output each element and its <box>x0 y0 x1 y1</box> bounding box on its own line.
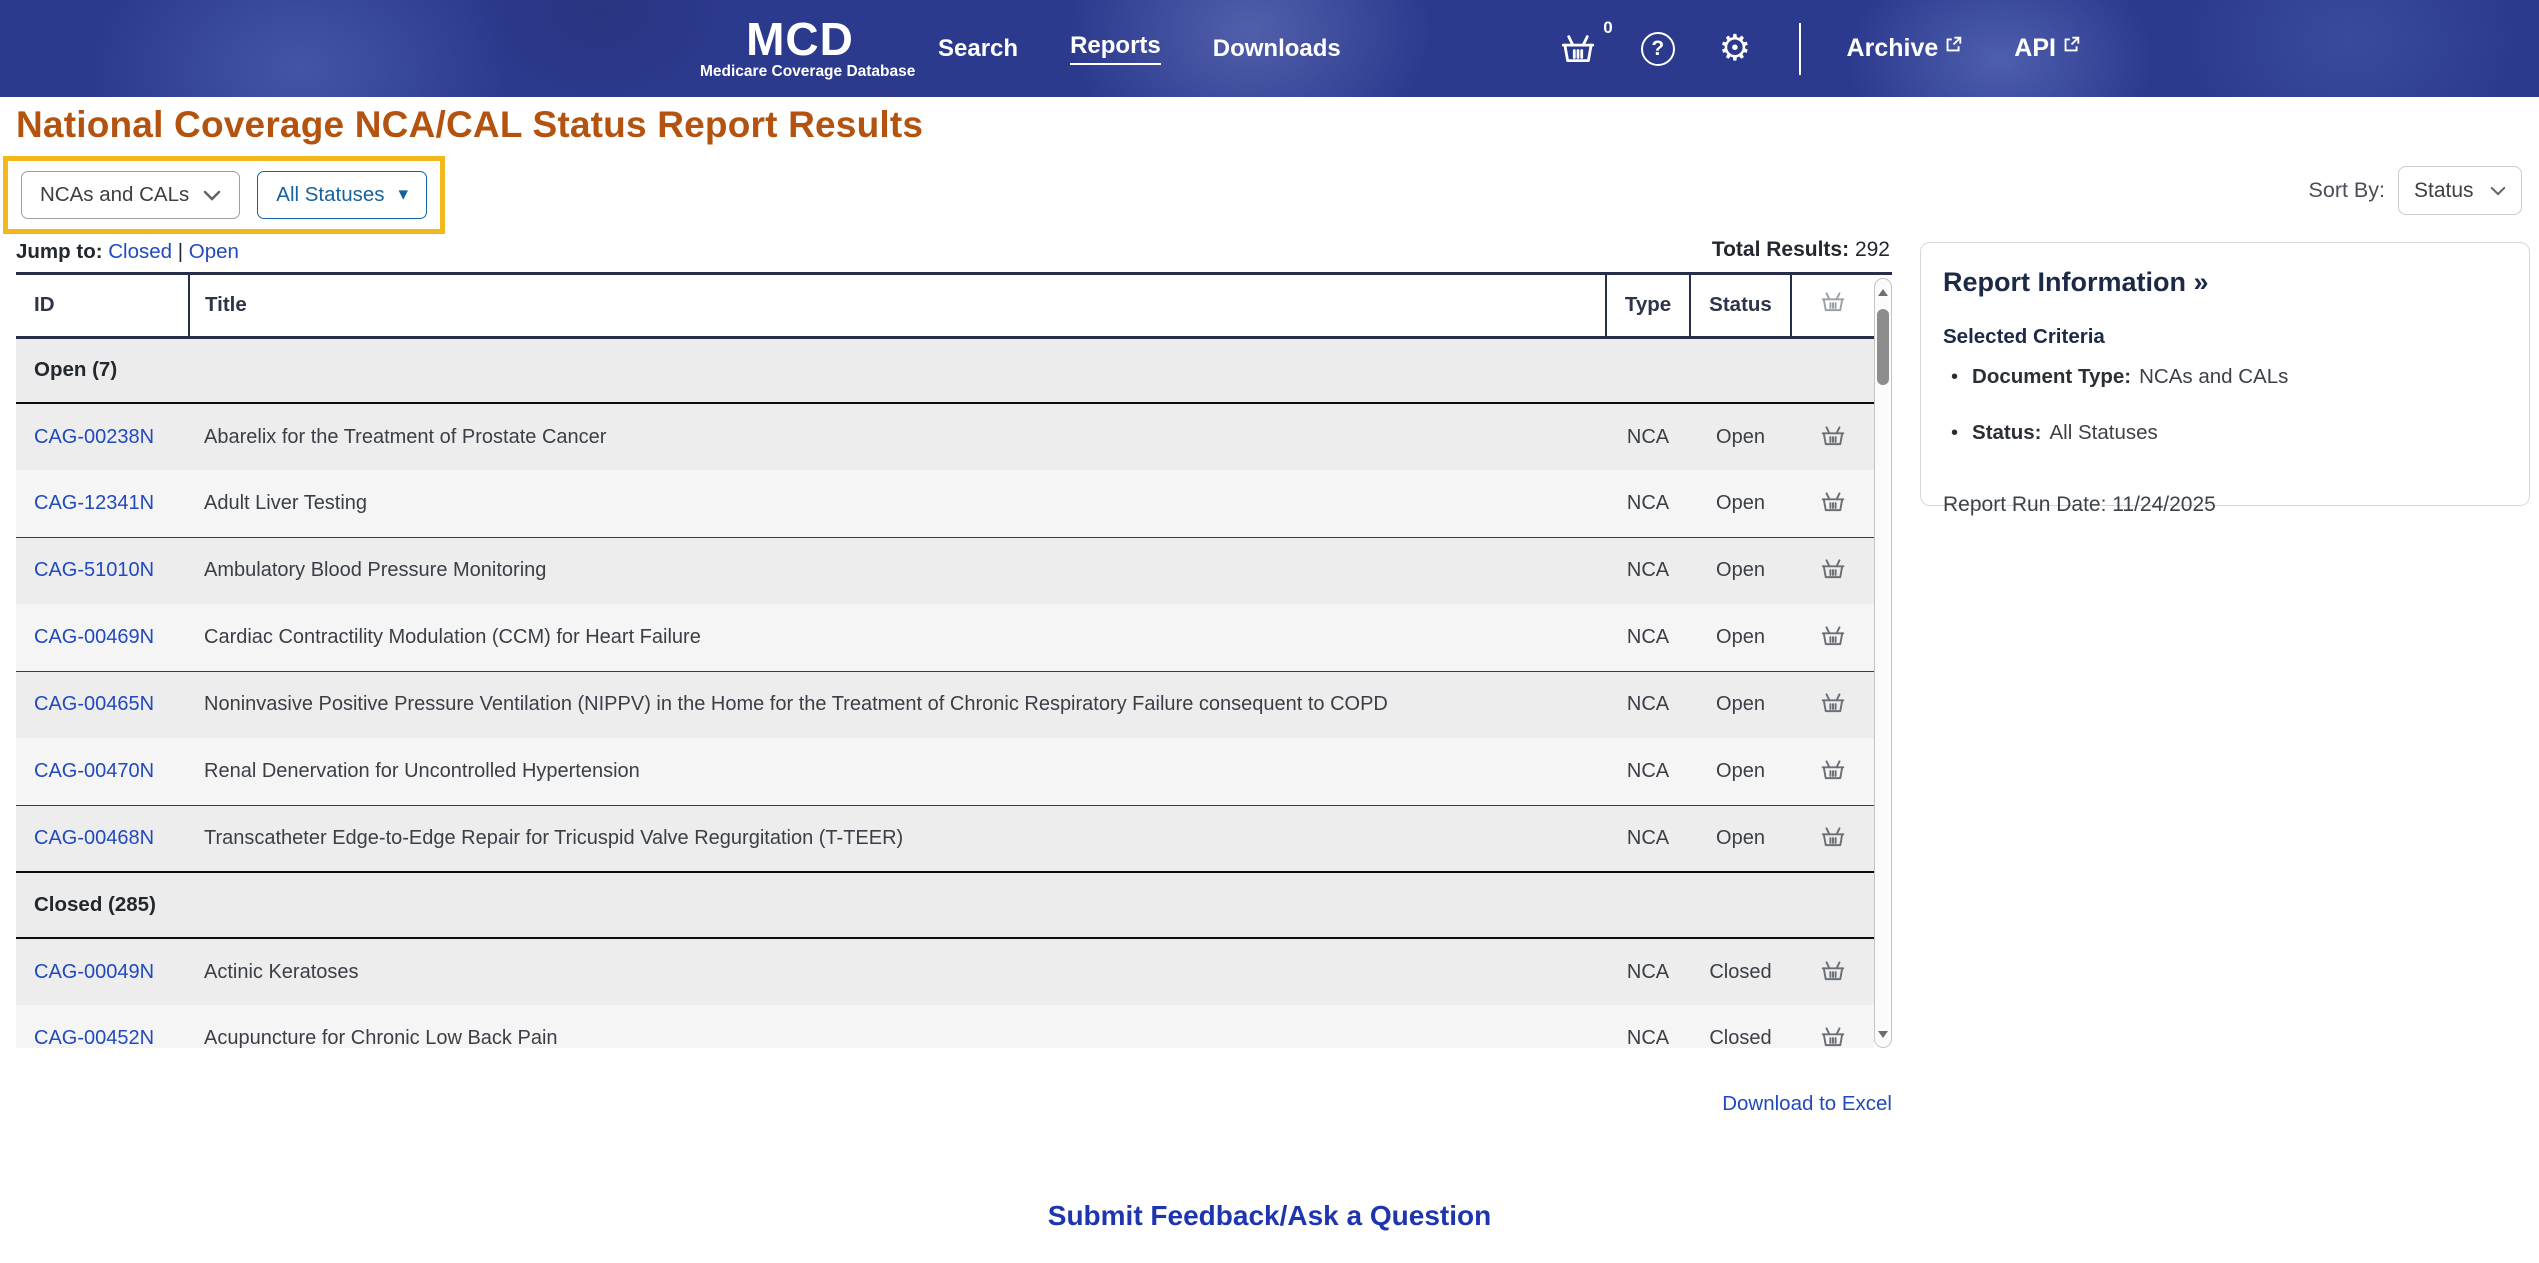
nav-search[interactable]: Search <box>938 34 1019 62</box>
report-information-heading[interactable]: Report Information » <box>1943 267 2209 297</box>
bullet-icon: • <box>1951 366 1959 388</box>
caret-down-icon: ▾ <box>398 184 409 205</box>
api-link[interactable]: API <box>2014 34 2080 63</box>
bullet-icon: • <box>1951 422 1959 444</box>
document-type: NCA <box>1606 805 1690 872</box>
add-to-basket-button[interactable] <box>1816 553 1850 588</box>
results-table-container <box>16 272 1892 1048</box>
column-header-basket <box>1791 275 1874 337</box>
document-status: Open <box>1690 805 1791 872</box>
scrollbar-thumb[interactable] <box>1877 309 1889 385</box>
section-header-row <box>16 872 1874 938</box>
header-divider <box>1799 23 1801 75</box>
document-type: NCA <box>1606 403 1690 470</box>
sort-by-select[interactable]: Status <box>2398 166 2522 215</box>
document-title: Cardiac Contractility Modulation (CCM) for Heart Failure <box>189 604 1606 671</box>
submit-feedback-link[interactable]: Submit Feedback/Ask a Question <box>1047 1200 1492 1231</box>
add-to-basket-button[interactable] <box>1816 687 1850 722</box>
document-id-link[interactable]: CAG-00452N <box>34 1027 155 1048</box>
document-status: Open <box>1690 537 1791 604</box>
add-to-basket-button[interactable] <box>1816 486 1850 521</box>
document-id-link[interactable]: CAG-00049N <box>34 960 155 983</box>
external-link-icon <box>1945 31 1962 60</box>
status-filter-dropdown[interactable]: All Statuses ▾ <box>257 171 427 219</box>
scrollbar-down-arrow[interactable] <box>1875 1023 1891 1045</box>
total-results-value: 292 <box>1854 238 1890 261</box>
add-to-basket-button[interactable] <box>1816 1021 1850 1048</box>
external-link-icon <box>2063 31 2080 60</box>
report-information-panel <box>1920 242 2530 516</box>
section-label: Closed (285) <box>16 872 1874 938</box>
document-id-link[interactable]: CAG-00238N <box>34 425 155 448</box>
document-title: Adult Liver Testing <box>189 470 1606 537</box>
chevron-down-icon <box>203 190 221 201</box>
settings-gear-icon[interactable]: ⚙ <box>1718 27 1752 69</box>
column-header-title[interactable]: Title <box>189 275 1606 337</box>
basket-icon <box>1820 290 1846 314</box>
chevron-down-icon <box>2490 186 2506 196</box>
column-header-status[interactable]: Status <box>1690 275 1791 337</box>
nav-reports[interactable]: Reports <box>1070 32 1161 65</box>
basket-count-badge: 0 <box>1603 17 1613 37</box>
document-status: Open <box>1690 403 1791 470</box>
logo-tagline: Medicare Coverage Database <box>700 62 916 80</box>
criteria-label: Status: <box>1972 421 2042 444</box>
basket-icon[interactable] <box>1559 17 1613 66</box>
document-type: NCA <box>1606 537 1690 604</box>
table-row <box>16 738 1874 805</box>
document-id-link[interactable]: CAG-00469N <box>34 625 155 648</box>
add-to-basket-button[interactable] <box>1816 955 1850 990</box>
document-title: Transcatheter Edge-to-Edge Repair for Tricuspid Valve Regurgitation (T-TEER) <box>189 805 1606 872</box>
page-title: National Coverage NCA/CAL Status Report Results <box>16 104 924 145</box>
document-title: Acupuncture for Chronic Low Back Pain <box>189 1005 1606 1048</box>
table-row <box>16 671 1874 738</box>
jump-to-row: Jump to: Closed | Open <box>16 240 239 263</box>
filter-highlight-box <box>3 156 445 234</box>
document-status: Open <box>1690 604 1791 671</box>
add-to-basket-button[interactable] <box>1816 754 1850 789</box>
add-to-basket-button[interactable] <box>1816 821 1850 856</box>
table-row <box>16 403 1874 470</box>
document-id-link[interactable]: CAG-00470N <box>34 759 155 782</box>
document-title: Renal Denervation for Uncontrolled Hypertension <box>189 738 1606 805</box>
table-scrollbar[interactable] <box>1874 278 1892 1048</box>
document-type: NCA <box>1606 1005 1690 1048</box>
add-to-basket-button[interactable] <box>1816 620 1850 655</box>
document-status: Open <box>1690 738 1791 805</box>
jump-to-closed-link[interactable]: Closed <box>108 240 173 263</box>
sort-by-label: Sort By: <box>2308 178 2385 202</box>
document-type: NCA <box>1606 938 1690 1005</box>
logo-text: MCD <box>746 12 854 65</box>
document-id-link[interactable]: CAG-12341N <box>34 491 155 514</box>
table-row <box>16 938 1874 1005</box>
document-id-link[interactable]: CAG-51010N <box>34 559 155 582</box>
document-id-link[interactable]: CAG-00465N <box>34 693 155 716</box>
criteria-label: Document Type: <box>1972 365 2132 388</box>
criteria-item <box>1943 421 2507 451</box>
document-title: Noninvasive Positive Pressure Ventilation (NIPPV) in the Home for the Treatment of Chronic Respiratory Failure consequent to COPD <box>189 671 1606 738</box>
criteria-value: NCAs and CALs <box>2139 365 2289 388</box>
selected-criteria-heading: Selected Criteria <box>1943 325 2105 348</box>
nav-downloads[interactable]: Downloads <box>1212 34 1341 62</box>
archive-link[interactable]: Archive <box>1847 34 1963 63</box>
mcd-logo[interactable] <box>700 12 916 81</box>
document-status: Open <box>1690 671 1791 738</box>
document-type: NCA <box>1606 470 1690 537</box>
criteria-list <box>1943 365 2507 451</box>
document-title: Actinic Keratoses <box>189 938 1606 1005</box>
document-type-dropdown[interactable]: NCAs and CALs <box>21 171 240 219</box>
table-row <box>16 537 1874 604</box>
criteria-value: All Statuses <box>2049 421 2158 444</box>
results-table <box>16 275 1874 1048</box>
document-title: Ambulatory Blood Pressure Monitoring <box>189 537 1606 604</box>
main-nav <box>938 32 1341 65</box>
document-status: Open <box>1690 470 1791 537</box>
table-row <box>16 470 1874 537</box>
table-row <box>16 604 1874 671</box>
site-header <box>0 0 2539 97</box>
total-results: Total Results: 292 <box>1711 238 1890 261</box>
section-label: Open (7) <box>16 337 1874 403</box>
table-row <box>16 805 1874 872</box>
help-icon[interactable]: ? <box>1641 32 1675 66</box>
document-status: Closed <box>1690 938 1791 1005</box>
table-header-row <box>16 275 1874 337</box>
column-header-id[interactable]: ID <box>16 275 189 337</box>
document-type: NCA <box>1606 738 1690 805</box>
column-header-type[interactable]: Type <box>1606 275 1690 337</box>
download-to-excel-link[interactable]: Download to Excel <box>1722 1092 1892 1115</box>
report-run-date: Report Run Date: 11/24/2025 <box>1943 493 2216 516</box>
table-row <box>16 1005 1874 1048</box>
document-type: NCA <box>1606 604 1690 671</box>
scrollbar-up-arrow[interactable] <box>1875 281 1891 303</box>
document-status: Closed <box>1690 1005 1791 1048</box>
section-header-row <box>16 337 1874 403</box>
document-title: Abarelix for the Treatment of Prostate Cancer <box>189 403 1606 470</box>
jump-to-open-link[interactable]: Open <box>188 240 239 263</box>
document-id-link[interactable]: CAG-00468N <box>34 826 155 849</box>
add-to-basket-button[interactable] <box>1816 420 1850 455</box>
criteria-item <box>1943 365 2507 395</box>
document-type: NCA <box>1606 671 1690 738</box>
